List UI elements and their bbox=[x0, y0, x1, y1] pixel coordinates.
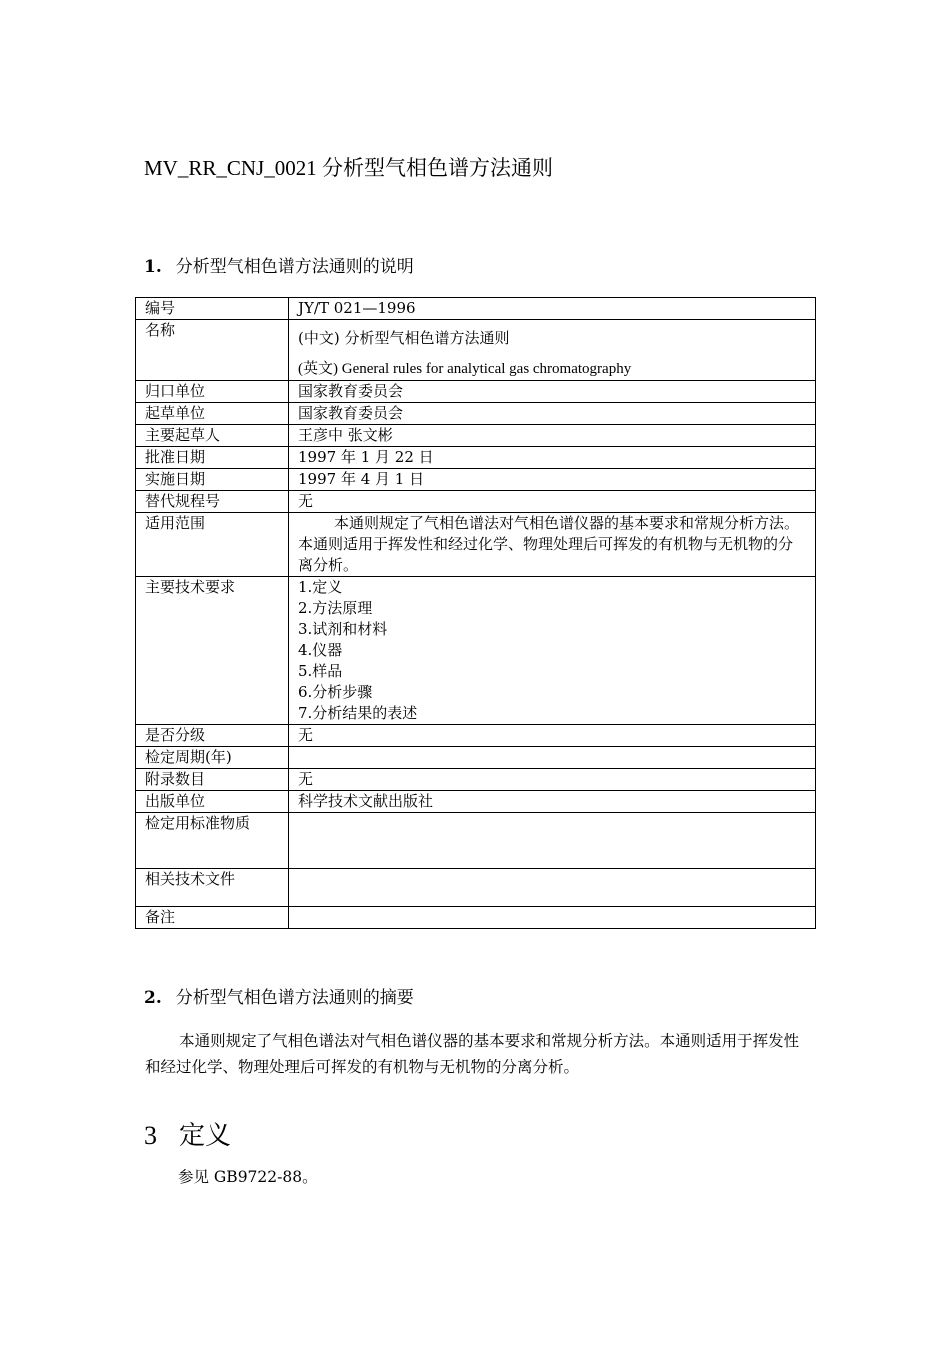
row-value: 本通则规定了气相色谱法对气相色谱仪器的基本要求和常规分析方法。本通则适用于挥发性和经过化学、物理处理后可挥发的有机物与无机物的分离分析。 bbox=[289, 513, 816, 577]
row-key: 附录数目 bbox=[136, 769, 289, 791]
definition-reference: 参见 GB9722-88。 bbox=[178, 1168, 318, 1186]
section-3-title: 定义 bbox=[179, 1121, 232, 1151]
row-key: 适用范围 bbox=[136, 513, 289, 577]
row-key: 替代规程号 bbox=[136, 491, 289, 513]
table-row bbox=[136, 381, 816, 403]
row-key: 主要起草人 bbox=[136, 425, 289, 447]
row-value: JY/T 021—1996 bbox=[289, 298, 816, 320]
row-key: 相关技术文件 bbox=[136, 869, 289, 907]
row-key: 名称 bbox=[136, 320, 289, 381]
table-row bbox=[136, 403, 816, 425]
row-key: 检定用标准物质 bbox=[136, 813, 289, 869]
list-item: 4.仪器 bbox=[298, 641, 343, 659]
standard-info-table bbox=[135, 297, 816, 929]
table-row bbox=[136, 813, 816, 869]
row-value: 无 bbox=[289, 725, 816, 747]
row-value: 1997 年 4 月 1 日 bbox=[289, 469, 816, 491]
table-row bbox=[136, 469, 816, 491]
row-value: 国家教育委员会 bbox=[289, 403, 816, 425]
list-item: 2.方法原理 bbox=[298, 599, 373, 617]
row-key: 起草单位 bbox=[136, 403, 289, 425]
table-row bbox=[136, 447, 816, 469]
table-row bbox=[136, 491, 816, 513]
list-item: 1.定义 bbox=[298, 578, 343, 596]
table-row bbox=[136, 513, 816, 577]
row-value: 1997 年 1 月 22 日 bbox=[289, 447, 816, 469]
list-item: 5.样品 bbox=[298, 662, 343, 680]
table-row bbox=[136, 907, 816, 929]
list-item: 3.试剂和材料 bbox=[298, 620, 388, 638]
row-value bbox=[289, 907, 816, 929]
section-1-heading bbox=[144, 252, 414, 277]
section-3-heading bbox=[144, 1115, 231, 1152]
requirements-list bbox=[289, 577, 816, 725]
document-title: MV_RR_CNJ_0021 分析型气相色谱方法通则 bbox=[144, 156, 553, 180]
table-row bbox=[136, 769, 816, 791]
row-key: 归口单位 bbox=[136, 381, 289, 403]
row-value: 科学技术文献出版社 bbox=[289, 791, 816, 813]
row-key: 编号 bbox=[136, 298, 289, 320]
table-row bbox=[136, 577, 816, 725]
list-item: 7.分析结果的表述 bbox=[298, 704, 418, 722]
row-key: 备注 bbox=[136, 907, 289, 929]
row-key: 实施日期 bbox=[136, 469, 289, 491]
table-row bbox=[136, 869, 816, 907]
section-2-number: 2. bbox=[144, 988, 162, 1008]
section-2-title: 分析型气相色谱方法通则的摘要 bbox=[175, 988, 414, 1008]
table-row bbox=[136, 725, 816, 747]
list-item: 6.分析步骤 bbox=[298, 683, 373, 701]
row-value bbox=[289, 320, 816, 381]
summary-paragraph: 本通则规定了气相色谱法对气相色谱仪器的基本要求和常规分析方法。本通则适用于挥发性和经过化学、物理处理后可挥发的有机物与无机物的分离分析。 bbox=[145, 1032, 800, 1076]
section-1-number: 1. bbox=[144, 257, 162, 277]
row-key: 检定周期(年) bbox=[136, 747, 289, 769]
name-chinese: (中文) 分析型气相色谱方法通则 bbox=[298, 329, 510, 347]
row-key: 出版单位 bbox=[136, 791, 289, 813]
row-value bbox=[289, 869, 816, 907]
row-key: 批准日期 bbox=[136, 447, 289, 469]
row-value: 无 bbox=[289, 769, 816, 791]
table-row bbox=[136, 425, 816, 447]
section-2-heading bbox=[144, 983, 414, 1008]
row-key: 是否分级 bbox=[136, 725, 289, 747]
row-value bbox=[289, 747, 816, 769]
row-key: 主要技术要求 bbox=[136, 577, 289, 725]
table-row bbox=[136, 298, 816, 320]
row-value: 王彦中 张文彬 bbox=[289, 425, 816, 447]
name-english: (英文) General rules for analytical gas chromatography bbox=[298, 361, 632, 377]
row-value: 无 bbox=[289, 491, 816, 513]
section-1-title: 分析型气相色谱方法通则的说明 bbox=[175, 257, 414, 277]
row-value bbox=[289, 813, 816, 869]
table-row bbox=[136, 320, 816, 381]
table-row bbox=[136, 791, 816, 813]
table-row bbox=[136, 747, 816, 769]
section-3-number: 3 bbox=[144, 1121, 157, 1150]
row-value: 国家教育委员会 bbox=[289, 381, 816, 403]
